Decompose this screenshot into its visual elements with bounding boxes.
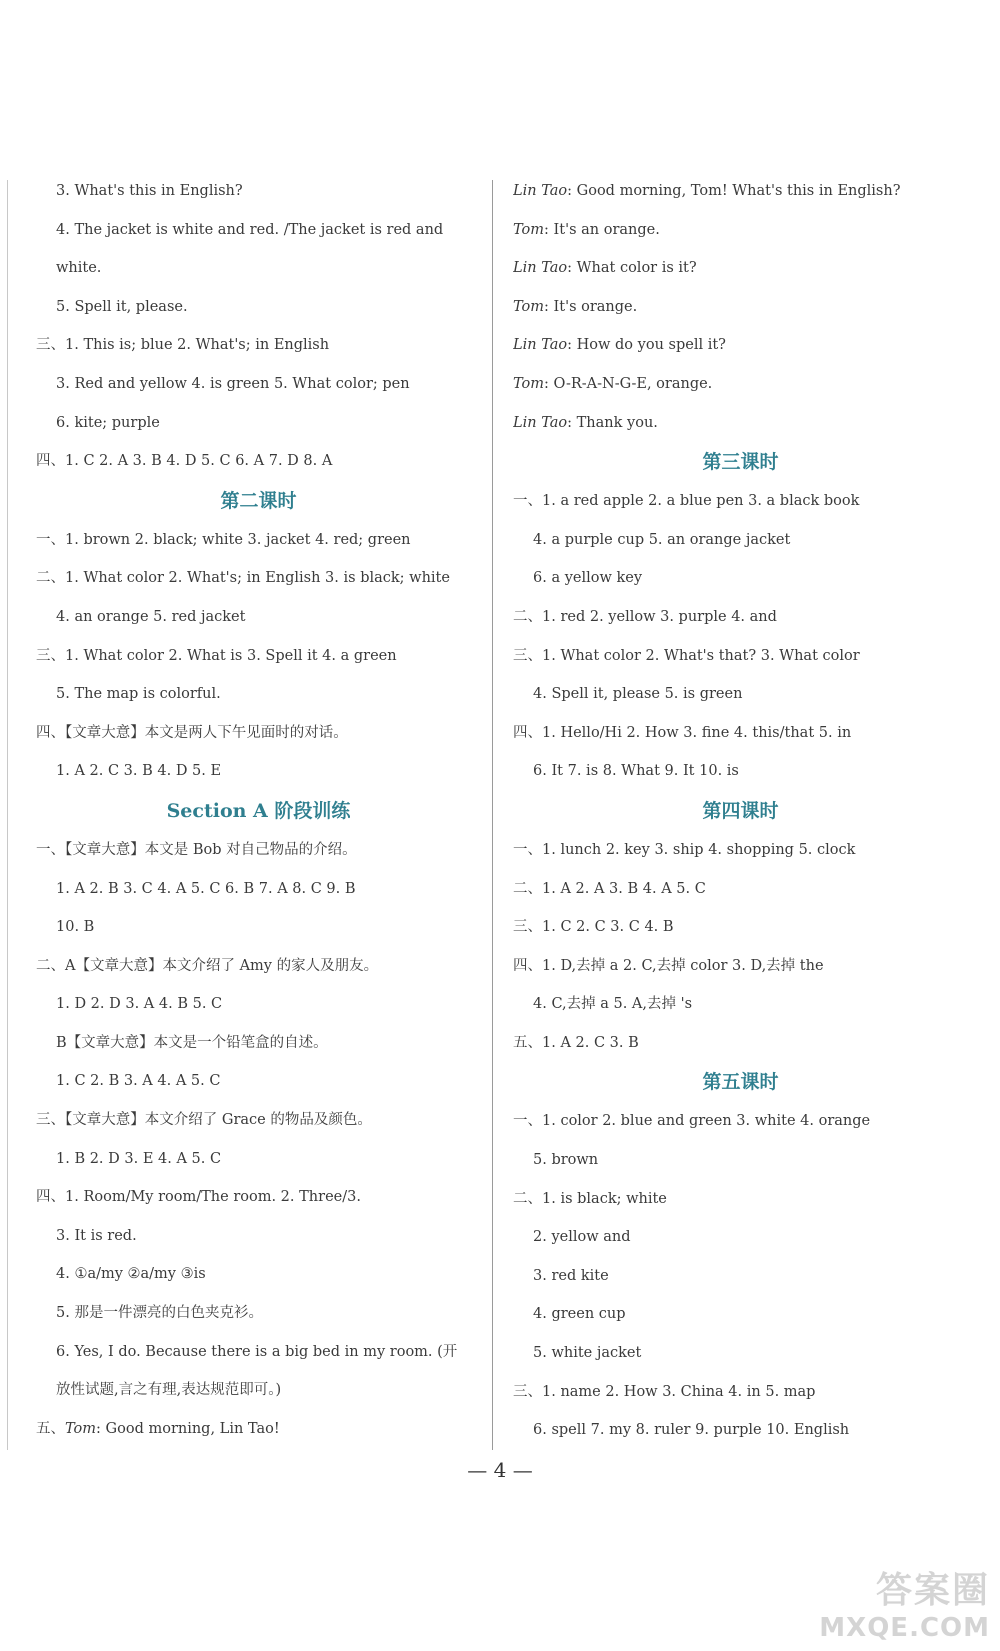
dialogue-line bbox=[513, 326, 968, 365]
answer-line bbox=[36, 1217, 481, 1256]
speaker-name: Lin Tao bbox=[513, 260, 568, 277]
line-text: 四、1. D,去掉 a 2. C,去掉 color 3. D,去掉 the bbox=[513, 957, 824, 974]
answer-line bbox=[36, 404, 481, 443]
section-heading: Section A 阶段训练 bbox=[166, 799, 351, 822]
line-text: 三、1. What color 2. What is 3. Spell it 4. a green bbox=[36, 647, 397, 664]
answer-line bbox=[36, 1333, 481, 1372]
answer-line bbox=[36, 326, 481, 365]
answer-line bbox=[513, 714, 968, 753]
answer-line bbox=[36, 675, 481, 714]
dialogue-line bbox=[513, 288, 968, 327]
answer-line bbox=[513, 1334, 968, 1373]
answer-line bbox=[513, 1180, 968, 1219]
answer-line bbox=[36, 249, 481, 288]
line-text: : It's orange. bbox=[544, 298, 638, 315]
line-text: 一、1. a red apple 2. a blue pen 3. a black book bbox=[513, 493, 860, 510]
line-text: 6. kite; purple bbox=[56, 414, 160, 431]
watermark-line1: 答案圈 bbox=[875, 1570, 990, 1611]
line-text: 1. B 2. D 3. E 4. A 5. C bbox=[56, 1150, 222, 1167]
answer-line bbox=[513, 1257, 968, 1296]
speaker-name: Lin Tao bbox=[513, 414, 568, 431]
answer-line bbox=[513, 831, 968, 870]
answer-line bbox=[36, 985, 481, 1024]
left-column bbox=[36, 172, 481, 1448]
answer-line bbox=[36, 637, 481, 676]
line-text: : Good morning, Tom! What's this in English? bbox=[567, 183, 901, 199]
line-text: 三、1. What color 2. What's that? 3. What color bbox=[513, 647, 860, 664]
line-text: 5. white jacket bbox=[533, 1345, 642, 1362]
line-text: 6. a yellow key bbox=[533, 570, 643, 587]
line-text: 二、1. is black; white bbox=[513, 1190, 667, 1207]
answer-line bbox=[36, 1062, 481, 1101]
answer-line bbox=[513, 521, 968, 560]
dialogue-line bbox=[513, 249, 968, 288]
answer-line bbox=[36, 1178, 481, 1217]
section-heading: 第三课时 bbox=[702, 451, 779, 474]
answer-line bbox=[36, 365, 481, 404]
answer-line bbox=[513, 1102, 968, 1141]
answer-line bbox=[36, 831, 481, 870]
line-text: 三、1. C 2. C 3. C 4. B bbox=[513, 919, 674, 936]
line-text: : How do you spell it? bbox=[567, 337, 726, 354]
answer-line bbox=[36, 1294, 481, 1333]
line-text: 1. D 2. D 3. A 4. B 5. C bbox=[56, 996, 223, 1013]
line-text: 1. A 2. C 3. B 4. D 5. E bbox=[56, 763, 222, 780]
line-text: 4. C,去掉 a 5. A,去掉 's bbox=[533, 996, 693, 1013]
answer-line bbox=[36, 1101, 481, 1140]
section-heading: 第五课时 bbox=[702, 1071, 779, 1094]
answer-line bbox=[513, 1295, 968, 1334]
line-text: 四、1. Room/My room/The room. 2. Three/3. bbox=[36, 1189, 361, 1206]
line-text: 四、1. C 2. A 3. B 4. D 5. C 6. A 7. D 8. A bbox=[36, 453, 333, 470]
item-prefix: 五、 bbox=[36, 1420, 65, 1437]
answer-line bbox=[36, 947, 481, 986]
right-column bbox=[513, 172, 968, 1450]
answer-line bbox=[36, 908, 481, 947]
line-text: 二、A【文章大意】本文介绍了 Amy 的家人及朋友。 bbox=[36, 957, 379, 974]
answer-line bbox=[36, 172, 481, 211]
answer-line bbox=[36, 1255, 481, 1294]
line-text: 放性试题,言之有理,表达规范即可。) bbox=[56, 1382, 282, 1399]
dialogue-line bbox=[513, 365, 968, 404]
answer-line bbox=[513, 947, 968, 986]
watermark-line2: MXQE.COM bbox=[819, 1613, 990, 1643]
line-text: 二、1. A 2. A 3. B 4. A 5. C bbox=[513, 880, 706, 897]
section-heading: 第二课时 bbox=[220, 489, 297, 512]
section-heading: 第四课时 bbox=[702, 799, 779, 822]
answer-line bbox=[513, 1218, 968, 1257]
line-text: 三、1. name 2. How 3. China 4. in 5. map bbox=[513, 1383, 816, 1400]
answer-line bbox=[513, 637, 968, 676]
line-text: 4. ①a/my ②a/my ③is bbox=[56, 1266, 206, 1283]
line-text: B【文章大意】本文是一个铅笔盒的自述。 bbox=[56, 1034, 328, 1051]
line-text: 五、1. A 2. C 3. B bbox=[513, 1034, 639, 1051]
line-text: 3. red kite bbox=[533, 1267, 609, 1284]
line-text: 5. 那是一件漂亮的白色夹克衫。 bbox=[56, 1305, 263, 1322]
line-text: 一、1. color 2. blue and green 3. white 4. orange bbox=[513, 1113, 871, 1130]
line-text: 3. It is red. bbox=[56, 1227, 137, 1244]
answer-line bbox=[513, 559, 968, 598]
speaker-name: Tom bbox=[513, 221, 545, 238]
answer-line bbox=[36, 442, 481, 481]
line-text: 10. B bbox=[56, 919, 95, 936]
answer-line bbox=[36, 714, 481, 753]
line-text: 4. The jacket is white and red. /The jacket is red and bbox=[56, 221, 444, 238]
line-text: white. bbox=[56, 260, 102, 277]
line-text: 一、【文章大意】本文是 Bob 对自己物品的介绍。 bbox=[36, 841, 357, 858]
answer-line bbox=[513, 1141, 968, 1180]
answer-line bbox=[36, 1140, 481, 1179]
dialogue-line bbox=[36, 1410, 481, 1449]
line-text: 一、1. lunch 2. key 3. ship 4. shopping 5. clock bbox=[513, 841, 856, 858]
line-text: 二、1. What color 2. What's; in English 3. is black; white bbox=[36, 570, 450, 587]
answer-line bbox=[513, 985, 968, 1024]
line-text: 5. brown bbox=[533, 1152, 599, 1169]
column-divider bbox=[492, 180, 493, 1450]
line-text: 4. an orange 5. red jacket bbox=[56, 608, 246, 625]
line-text: 四、1. Hello/Hi 2. How 3. fine 4. this/that 5. in bbox=[513, 724, 852, 741]
answer-line bbox=[513, 1024, 968, 1063]
speaker-name: Lin Tao bbox=[513, 337, 568, 354]
line-text: 6. Yes, I do. Because there is a big bed in my room. (开 bbox=[56, 1343, 458, 1360]
page-number: — 4 — bbox=[467, 1458, 533, 1482]
line-text: : O-R-A-N-G-E, orange. bbox=[544, 375, 713, 392]
line-text: 1. A 2. B 3. C 4. A 5. C 6. B 7. A 8. C 9. B bbox=[56, 880, 356, 897]
answer-line bbox=[36, 211, 481, 250]
line-text: : Good morning, Lin Tao! bbox=[96, 1420, 280, 1437]
binding-edge-line bbox=[7, 180, 8, 1450]
answer-line bbox=[513, 1411, 968, 1450]
line-text: 3. Red and yellow 4. is green 5. What color; pen bbox=[56, 375, 410, 392]
line-text: 6. spell 7. my 8. ruler 9. purple 10. English bbox=[533, 1422, 850, 1439]
line-text: 三、【文章大意】本文介绍了 Grace 的物品及颜色。 bbox=[36, 1112, 372, 1129]
answer-line bbox=[513, 675, 968, 714]
line-text: 6. It 7. is 8. What 9. It 10. is bbox=[533, 763, 739, 780]
line-text: 四、【文章大意】本文是两人下午见面时的对话。 bbox=[36, 724, 348, 741]
dialogue-line bbox=[513, 172, 968, 211]
answer-line bbox=[36, 598, 481, 637]
line-text: 2. yellow and bbox=[533, 1229, 631, 1246]
watermark-logo bbox=[819, 1562, 990, 1643]
answer-line bbox=[36, 870, 481, 909]
answer-line bbox=[36, 1371, 481, 1410]
speaker-name: Tom bbox=[65, 1420, 97, 1437]
line-text: : Thank you. bbox=[567, 414, 658, 431]
answer-line bbox=[513, 908, 968, 947]
line-text: 5. The map is colorful. bbox=[56, 686, 221, 703]
speaker-name: Tom bbox=[513, 375, 545, 392]
line-text: : What color is it? bbox=[567, 260, 697, 277]
answer-line bbox=[36, 521, 481, 560]
line-text: : It's an orange. bbox=[544, 221, 660, 238]
answer-line bbox=[513, 1373, 968, 1412]
line-text: 三、1. This is; blue 2. What's; in English bbox=[36, 337, 330, 354]
answer-line bbox=[513, 752, 968, 791]
line-text: 1. C 2. B 3. A 4. A 5. C bbox=[56, 1073, 221, 1090]
line-text: 4. a purple cup 5. an orange jacket bbox=[533, 531, 791, 548]
line-text: 4. Spell it, please 5. is green bbox=[533, 686, 743, 703]
line-text: 4. green cup bbox=[533, 1306, 626, 1323]
answer-line bbox=[36, 559, 481, 598]
line-text: 3. What's this in English? bbox=[56, 183, 243, 199]
answer-line bbox=[36, 752, 481, 791]
answer-line bbox=[513, 870, 968, 909]
dialogue-line bbox=[513, 211, 968, 250]
speaker-name: Tom bbox=[513, 298, 545, 315]
answer-line bbox=[36, 288, 481, 327]
answer-line bbox=[36, 1024, 481, 1063]
line-text: 二、1. red 2. yellow 3. purple 4. and bbox=[513, 608, 777, 625]
answer-line bbox=[513, 598, 968, 637]
answer-line bbox=[513, 482, 968, 521]
line-text: 一、1. brown 2. black; white 3. jacket 4. red; green bbox=[36, 531, 411, 548]
line-text: 5. Spell it, please. bbox=[56, 298, 188, 315]
dialogue-line bbox=[513, 404, 968, 443]
speaker-name: Lin Tao bbox=[513, 183, 568, 199]
